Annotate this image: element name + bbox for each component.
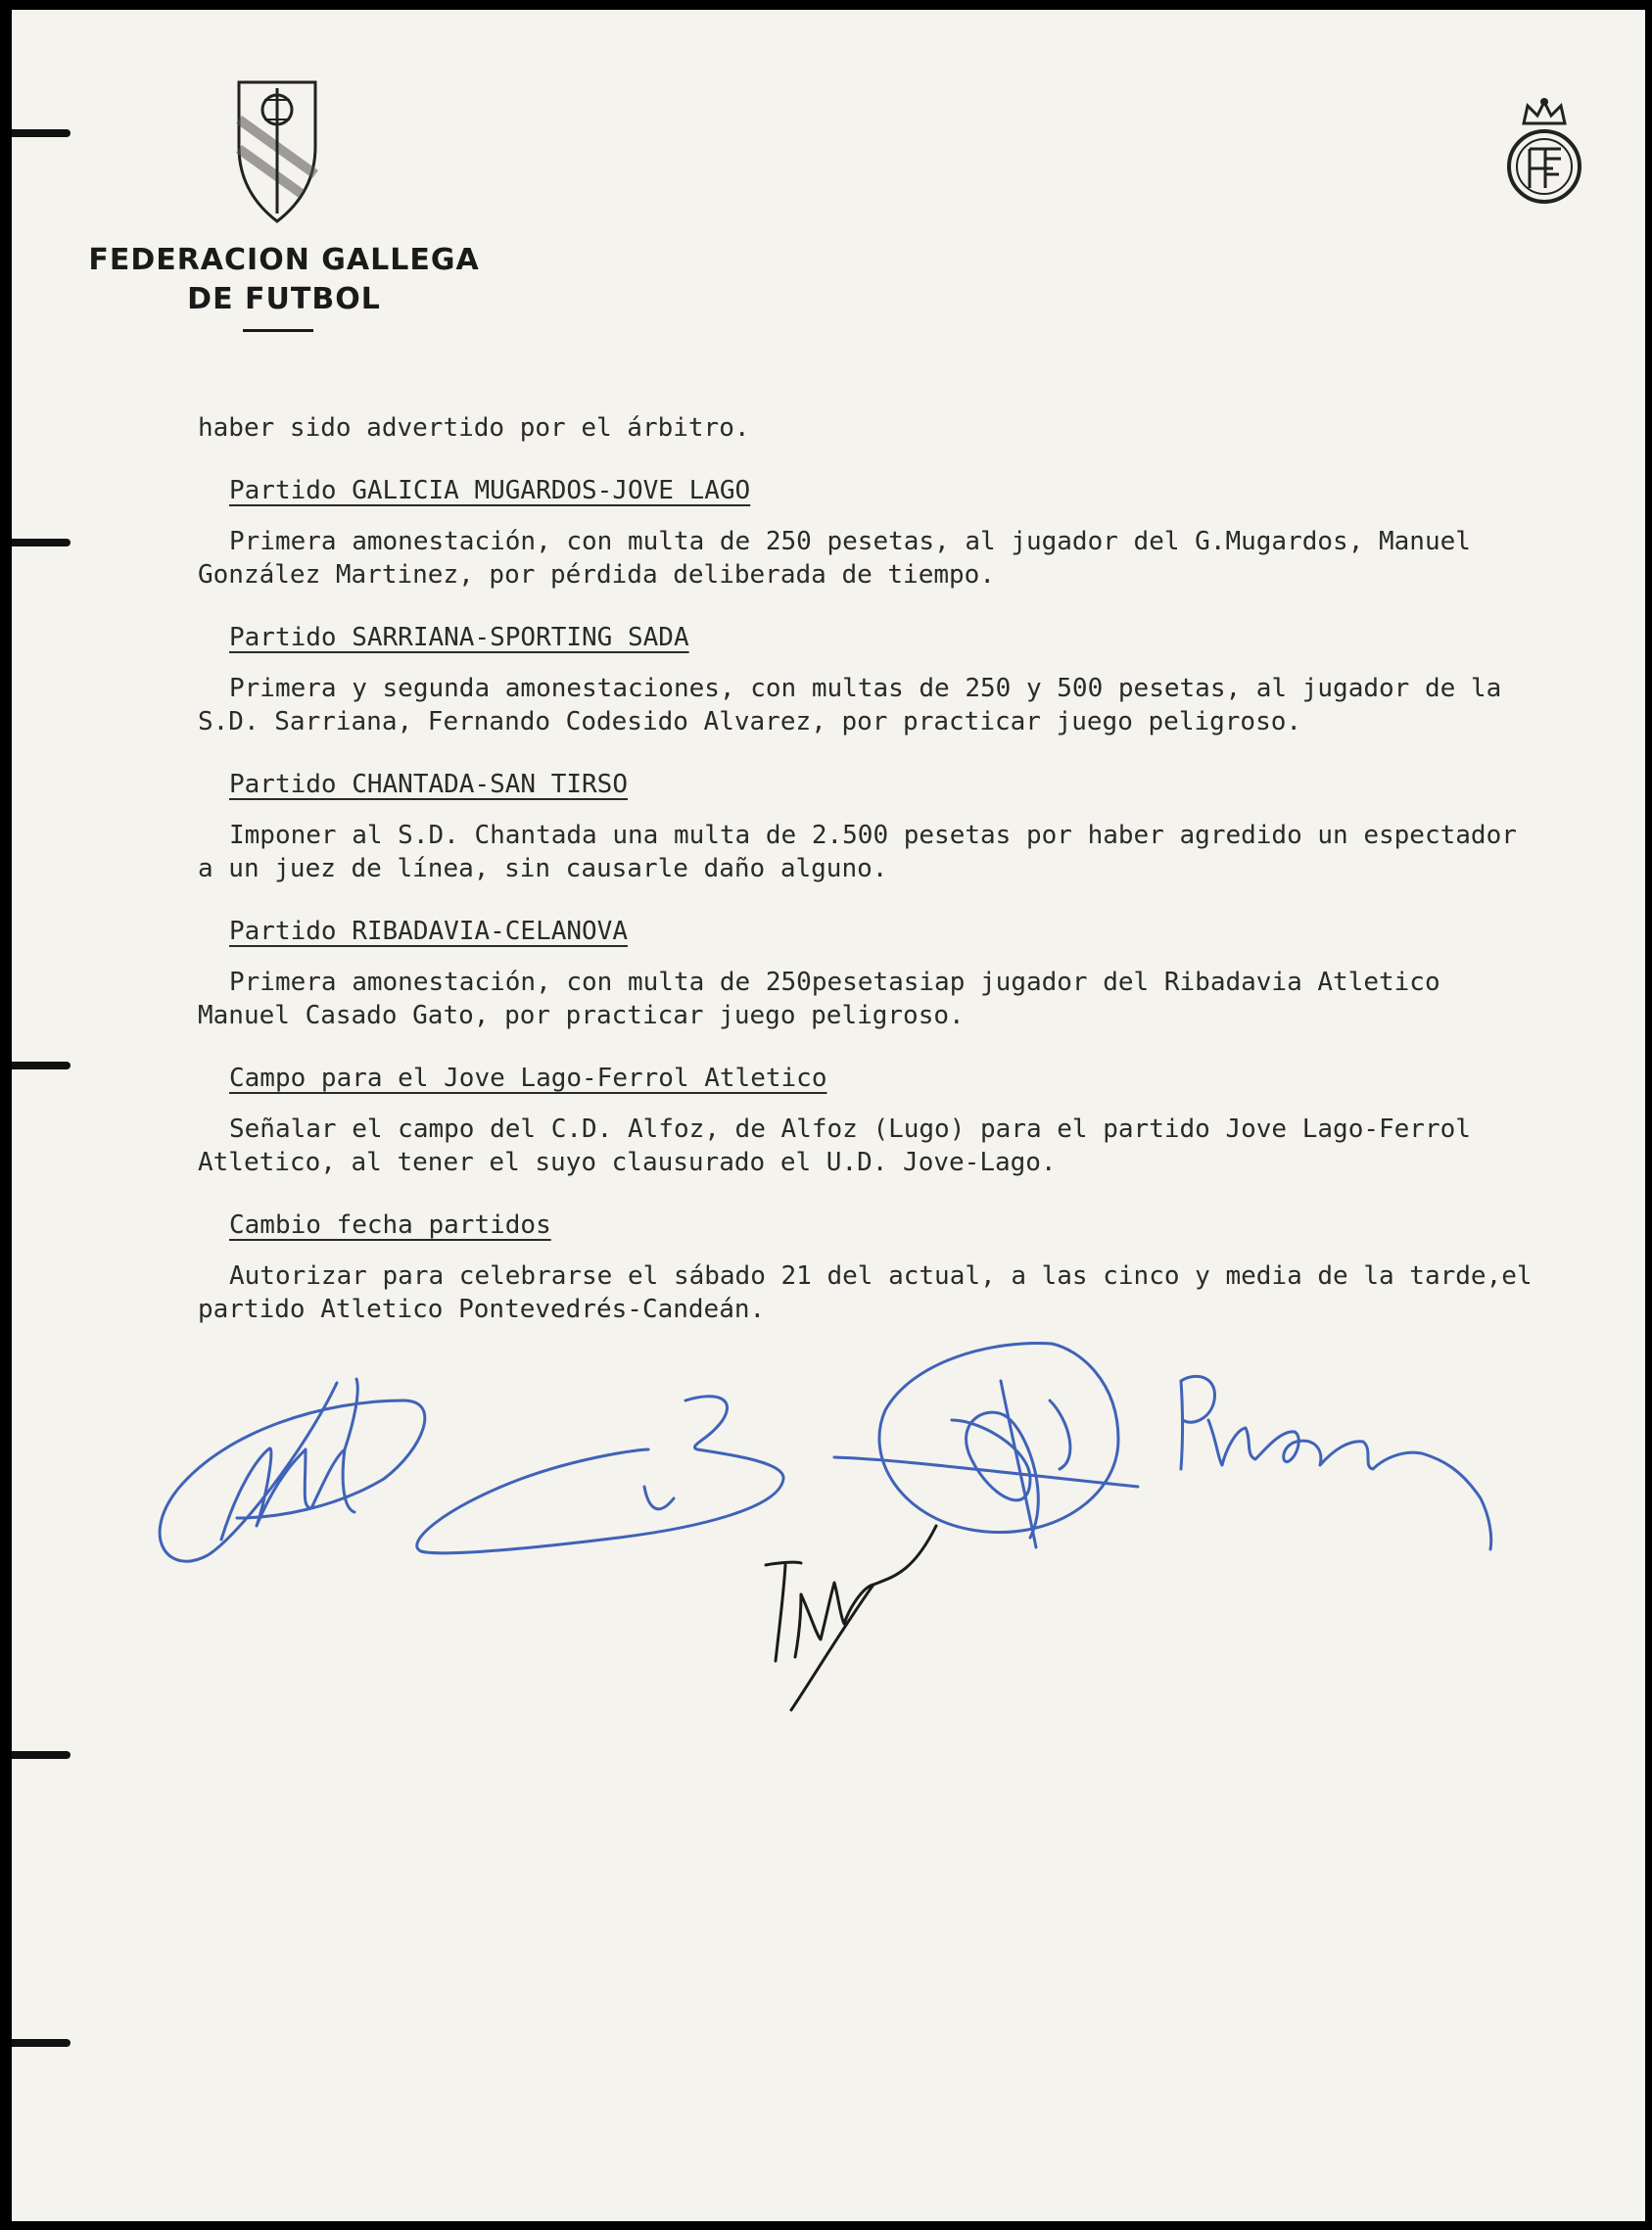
- section-line: Imponer al S.D. Chantada una multa de 2.500 pesetas por haber agredido un espectador: [229, 821, 1517, 850]
- binder-hole: [12, 1062, 71, 1069]
- rfef-crown-emblem: [1500, 94, 1588, 212]
- section-ribadavia-celanova: [198, 915, 1608, 1032]
- section-body: [198, 819, 1608, 885]
- federation-name-line2: DE FUTBOL: [187, 282, 381, 316]
- section-campo-jove-lago: [198, 1062, 1608, 1179]
- section-line: González Martinez, por pérdida deliberada de tiempo.: [198, 560, 995, 590]
- section-heading: Partido GALICIA MUGARDOS-JOVE LAGO: [229, 476, 751, 505]
- section-line: Autorizar para celebrarse el sábado 21 del actual, a las cinco y media de la tarde,el: [229, 1261, 1533, 1291]
- section-body: [198, 525, 1608, 592]
- section-line: Primera y segunda amonestaciones, con multas de 250 y 500 pesetas, al jugador de la: [229, 674, 1502, 703]
- section-line: partido Atletico Pontevedrés-Candeán.: [198, 1295, 766, 1324]
- section-line: S.D. Sarriana, Fernando Codesido Alvarez, por practicar juego peligroso.: [198, 707, 1302, 736]
- signature-3: [834, 1344, 1138, 1547]
- signature-4: [1181, 1376, 1491, 1549]
- section-body: [198, 672, 1608, 738]
- letterhead-rule: [243, 329, 313, 332]
- binder-hole: [12, 2039, 71, 2047]
- section-heading: Partido CHANTADA-SAN TIRSO: [229, 770, 628, 799]
- document-body: [198, 411, 1608, 1355]
- binder-hole: [12, 1751, 71, 1759]
- intro-line: haber sido advertido por el árbitro.: [198, 413, 750, 443]
- section-line: Manuel Casado Gato, por practicar juego peligroso.: [198, 1001, 965, 1030]
- section-line: a un juez de línea, sin causarle daño alguno.: [198, 854, 888, 883]
- federation-name-line1: FEDERACION GALLEGA: [88, 243, 480, 277]
- section-line: Atletico, al tener el suyo clausurado el U.D. Jove-Lago.: [198, 1148, 1057, 1177]
- federation-name: [78, 241, 490, 319]
- signature-2: [417, 1397, 783, 1553]
- section-body: [198, 1113, 1608, 1179]
- signature-5: [766, 1526, 936, 1710]
- document-page: [12, 10, 1645, 2221]
- section-line: Primera amonestación, con multa de 250pesetasiap jugador del Ribadavia Atletico: [229, 968, 1440, 997]
- section-heading: Campo para el Jove Lago-Ferrol Atletico: [229, 1064, 827, 1093]
- section-body: [198, 966, 1608, 1032]
- signature-1: [160, 1379, 425, 1561]
- federation-shield-logo: [233, 76, 321, 225]
- section-heading: Partido SARRIANA-SPORTING SADA: [229, 623, 689, 652]
- section-heading: Cambio fecha partidos: [229, 1210, 551, 1240]
- section-heading: Partido RIBADAVIA-CELANOVA: [229, 917, 628, 946]
- section-line: Primera amonestación, con multa de 250 pesetas, al jugador del G.Mugardos, Manuel: [229, 527, 1471, 556]
- section-body: [198, 1259, 1608, 1326]
- section-line: Señalar el campo del C.D. Alfoz, de Alfoz (Lugo) para el partido Jove Lago-Ferrol: [229, 1115, 1471, 1144]
- section-chantada-san-tirso: [198, 768, 1608, 885]
- binder-hole: [12, 539, 71, 546]
- section-cambio-fecha: [198, 1209, 1608, 1326]
- section-galicia-mugardos: [198, 474, 1608, 592]
- binder-hole: [12, 129, 71, 137]
- section-sarriana-sporting: [198, 621, 1608, 738]
